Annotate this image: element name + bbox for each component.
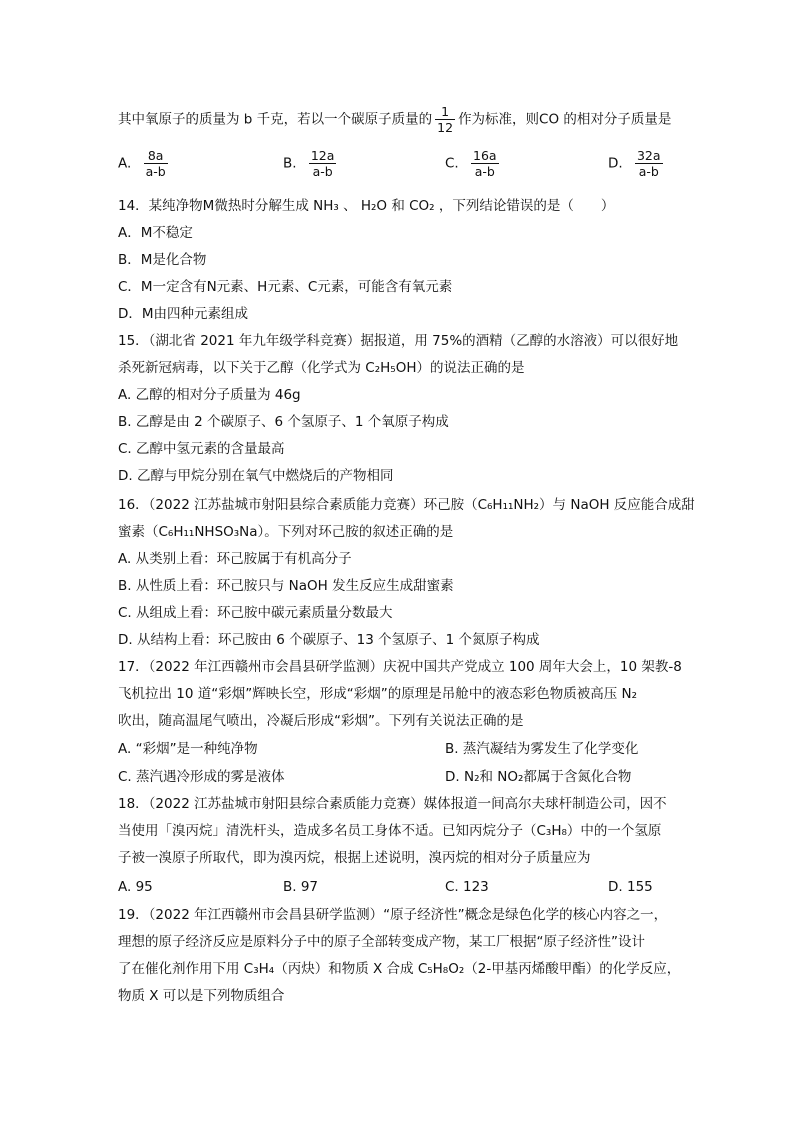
- q18-option-b[interactable]: B. 97: [283, 879, 319, 895]
- q13-stem: [118, 104, 671, 135]
- q18-stem-line2: 当使用「溴丙烷」清洗杆头，造成多名员工身体不适。已知丙烷分子（C₃H₈）中的一个氢原: [118, 823, 662, 839]
- frac-den: a-b: [145, 164, 166, 179]
- q14-stem: 14．某纯净物M微热时分解生成 NH₃ 、 H₂O 和 CO₂ ，下列结论错误的是（ ）: [118, 198, 615, 214]
- frac-den: a-b: [309, 163, 337, 179]
- q13-stem-fraction: [435, 104, 455, 135]
- q17-option-c[interactable]: C. 蒸汽遇冷形成的雾是液体: [118, 769, 285, 785]
- q13-option-b[interactable]: [283, 148, 339, 179]
- q14-option-b[interactable]: B．M是化合物: [118, 252, 207, 268]
- q18-option-a[interactable]: A. 95: [118, 879, 153, 895]
- q18-option-c[interactable]: C. 123: [445, 879, 489, 895]
- q17-stem-line3: 吹出，随高温尾气喷出，冷凝后形成“彩烟”。下列有关说法正确的是: [118, 713, 524, 729]
- q16-stem-line2: 蜜素（C₆H₁₁NHSO₃Na）。下列对环己胺的叙述正确的是: [118, 524, 454, 540]
- q17-option-b[interactable]: B. 蒸汽凝结为雾发生了化学变化: [445, 741, 639, 757]
- q19-stem-line1: 19．（2022 年江西赣州市会昌县研学监测）“原子经济性”概念是绿色化学的核心内容之一，: [118, 907, 668, 923]
- q16-option-d[interactable]: D. 从结构上看：环己胺由 6 个碳原子、13 个氢原子、1 个氮原子构成: [118, 632, 540, 648]
- q19-stem-line4: 物质 X 可以是下列物质组合: [118, 988, 285, 1004]
- q15-stem-line1: 15．（湖北省 2021 年九年级学科竞赛）据报道，用 75%的酒精（乙醇的水溶液）可以很好地: [118, 333, 679, 349]
- q13-stem-text-b: 作为标准，则CO 的相对分子质量是: [458, 111, 672, 128]
- q15-option-d[interactable]: D. 乙醇与甲烷分别在氧气中燃烧后的产物相同: [118, 468, 394, 484]
- q17-option-a[interactable]: A. “彩烟”是一种纯净物: [118, 741, 258, 757]
- q13-option-c[interactable]: [445, 148, 502, 179]
- frac-num: 16a: [473, 148, 497, 163]
- frac-den: a-b: [471, 163, 499, 179]
- q18-stem-line3: 子被一溴原子所取代，即为溴丙烷，根据上述说明，溴丙烷的相对分子质量应为: [118, 850, 591, 866]
- option-fraction: [471, 148, 499, 179]
- q15-option-b[interactable]: B. 乙醇是由 2 个碳原子、6 个氢原子、1 个氧原子构成: [118, 414, 449, 430]
- option-letter: A.: [118, 155, 132, 172]
- q16-stem-line1: 16．（2022 江苏盐城市射阳县综合素质能力竞赛）环己胺（C₆H₁₁NH₂）与 NaOH 反应能合成甜: [118, 497, 695, 513]
- option-fraction: [144, 148, 168, 179]
- q16-option-b[interactable]: B. 从性质上看：环己胺只与 NaOH 发生反应生成甜蜜素: [118, 578, 454, 594]
- q17-stem-line2: 飞机拉出 10 道“彩烟”辉映长空，形成“彩烟”的原理是吊舱中的液态彩色物质被高压 N₂: [118, 686, 638, 702]
- option-fraction: [309, 148, 337, 179]
- q16-option-c[interactable]: C. 从组成上看：环己胺中碳元素质量分数最大: [118, 605, 393, 621]
- q13-stem-text-a: 其中氧原子的质量为 b 千克，若以一个碳原子质量的: [118, 111, 433, 128]
- frac-num: 12a: [310, 148, 335, 163]
- q15-option-c[interactable]: C. 乙醇中氢元素的含量最高: [118, 441, 285, 457]
- q13-option-a[interactable]: [118, 148, 171, 179]
- frac-num: 32a: [636, 148, 661, 163]
- q13-option-d[interactable]: [608, 148, 666, 179]
- option-fraction: [635, 148, 663, 179]
- q15-option-a[interactable]: A. 乙醇的相对分子质量为 46g: [118, 387, 301, 403]
- q18-option-d[interactable]: D. 155: [608, 879, 653, 895]
- q19-stem-line2: 理想的原子经济反应是原料分子中的原子全部转变成产物，某工厂根据“原子经济性”设计: [118, 934, 645, 950]
- frac-den: a-b: [635, 163, 663, 179]
- q19-stem-line3: 了在催化剂作用下用 C₃H₄（丙炔）和物质 X 合成 C₅H₈O₂（2-甲基丙烯酸甲酯）的化学反应，: [118, 961, 681, 977]
- q14-option-c[interactable]: C．M一定含有N元素、H元素、C元素，可能含有氧元素: [118, 279, 453, 295]
- option-letter: D.: [608, 155, 623, 172]
- q14-option-d[interactable]: D．M由四种元素组成: [118, 306, 249, 322]
- q17-stem-line1: 17．（2022 年江西赣州市会昌县研学监测）庆祝中国共产党成立 100 周年大会上，10 架教-8: [118, 659, 682, 675]
- q16-option-a[interactable]: A. 从类别上看：环己胺属于有机高分子: [118, 551, 352, 567]
- frac-num: 8a: [147, 148, 164, 163]
- q17-option-d[interactable]: D. N₂和 NO₂都属于含氮化合物: [445, 769, 632, 785]
- option-letter: C.: [445, 155, 459, 172]
- q14-option-a[interactable]: A．M不稳定: [118, 225, 193, 241]
- q18-stem-line1: 18．（2022 江苏盐城市射阳县综合素质能力竞赛）媒体报道一间高尔夫球杆制造公司，因不: [118, 796, 667, 812]
- q13-stem-frac-num: 1: [441, 104, 450, 119]
- q13-stem-frac-den: 12: [437, 120, 454, 135]
- option-letter: B.: [283, 155, 297, 172]
- q15-stem-line2: 杀死新冠病毒，以下关于乙醇（化学式为 C₂H₅OH）的说法正确的是: [118, 360, 525, 376]
